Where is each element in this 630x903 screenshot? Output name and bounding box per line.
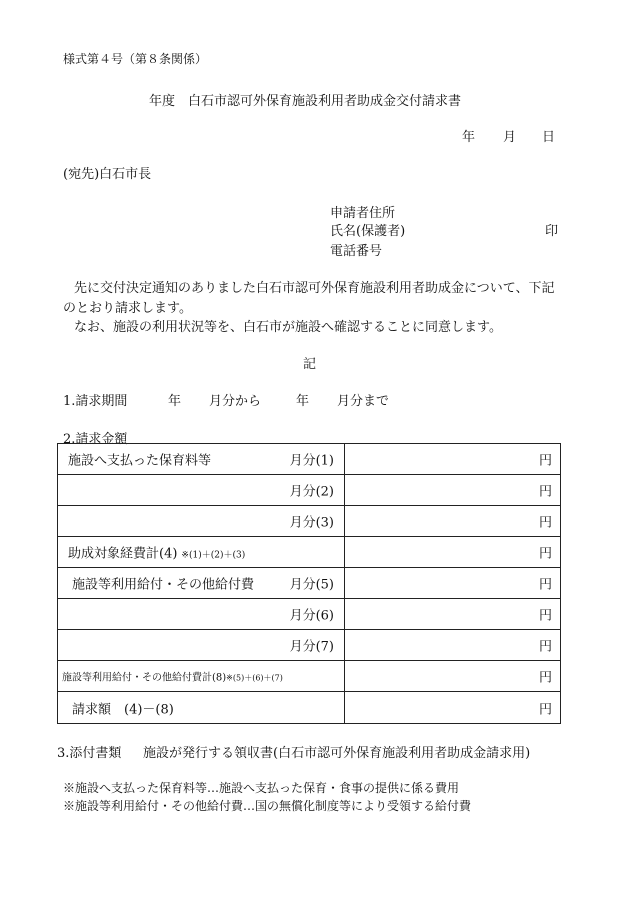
row-label-cell (58, 444, 345, 475)
row-label-cell (58, 599, 345, 630)
date-day-label: 日 (542, 130, 556, 145)
yen-unit: 円 (538, 608, 552, 624)
row-month: 月分(7) (289, 639, 334, 655)
amount-cell[interactable] (345, 537, 561, 568)
yen-unit: 円 (538, 484, 552, 500)
row-label (62, 669, 283, 684)
table-row (58, 568, 561, 599)
document-title: 年度 白石市認可外保育施設利用者助成金交付請求書 (149, 94, 462, 109)
period-month-from: 月分から (209, 394, 262, 409)
ki-mark: 記 (303, 357, 317, 372)
table-row (58, 661, 561, 692)
body-line-3: なお、施設の利用状況等を、白石市が施設へ確認することに同意します。 (74, 320, 502, 335)
yen-unit: 円 (538, 639, 552, 655)
row-formula-note: ※(1)＋(2)＋(3) (181, 550, 246, 561)
period-year-from: 年 (168, 394, 182, 409)
yen-unit: 円 (538, 702, 552, 717)
amount-cell[interactable] (345, 692, 561, 724)
row-month: 月分(6) (289, 608, 334, 624)
row-formula-note: ※(5)＋(6)＋(7) (226, 673, 283, 683)
row-month: 月分(1) (289, 453, 334, 469)
section3-value: 施設が発行する領収書(白石市認可外保育施設利用者助成金請求用) (143, 746, 531, 761)
form-number: 様式第４号（第８条関係） (63, 52, 208, 66)
table-row (58, 630, 561, 661)
yen-unit: 円 (538, 577, 552, 593)
seal-mark: 印 (545, 224, 559, 239)
section1-label: 1.請求期間 (63, 394, 128, 409)
amount-cell[interactable] (345, 475, 561, 506)
row-label (68, 543, 245, 562)
amount-cell[interactable] (345, 599, 561, 630)
body-line-2: のとおり請求します。 (63, 301, 192, 316)
footnote-1: ※施設へ支払った保育料等…施設へ支払った保育・食事の提供に係る費用 (63, 781, 460, 795)
amount-cell[interactable] (345, 630, 561, 661)
amount-cell[interactable] (345, 568, 561, 599)
row-label: 施設等利用給付・その他給付費 (72, 577, 255, 593)
applicant-phone-label: 電話番号 (330, 244, 383, 259)
table-row (58, 537, 561, 568)
table-row (58, 506, 561, 537)
row-month: 月分(3) (289, 515, 334, 531)
date-year-label: 年 (462, 130, 476, 145)
amount-cell[interactable] (345, 506, 561, 537)
row-month: 月分(2) (289, 484, 334, 500)
period-month-to: 月分まで (337, 394, 390, 409)
addressee: (宛先)白石市長 (63, 167, 152, 182)
table-row (58, 692, 561, 724)
applicant-name-label: 氏名(保護者) (330, 224, 406, 239)
row-label-cell (58, 537, 345, 568)
amount-cell[interactable] (345, 444, 561, 475)
section3-label: 3.添付書類 (57, 746, 122, 761)
row-label-text: 助成対象経費計(4) (68, 546, 178, 562)
row-label-text: 施設等利用給付・その他給付費計(8) (62, 672, 227, 684)
yen-unit: 円 (538, 546, 552, 562)
row-label: 請求額 (4)－(8) (72, 702, 174, 717)
table-row (58, 444, 561, 475)
table-row (58, 599, 561, 630)
row-label-cell (58, 475, 345, 506)
date-month-label: 月 (503, 130, 517, 145)
row-label-cell (58, 568, 345, 599)
table-row (58, 475, 561, 506)
row-label-cell (58, 692, 345, 724)
row-label: 施設へ支払った保育料等 (68, 453, 212, 469)
amount-table (57, 443, 561, 724)
row-label-cell (58, 661, 345, 692)
yen-unit: 円 (538, 453, 552, 469)
period-year-to: 年 (296, 394, 310, 409)
section2-label: 2.請求金額 (63, 432, 128, 447)
yen-unit: 円 (538, 670, 552, 686)
applicant-address-label: 申請者住所 (330, 206, 396, 221)
row-month: 月分(5) (289, 577, 334, 593)
footnote-2: ※施設等利用給付・その他給付費…国の無償化制度等により受領する給付費 (63, 799, 472, 813)
yen-unit: 円 (538, 515, 552, 531)
row-label-cell (58, 506, 345, 537)
amount-cell[interactable] (345, 661, 561, 692)
row-label-cell (58, 630, 345, 661)
body-line-1: 先に交付決定通知のありました白石市認可外保育施設利用者助成金について、下記 (74, 281, 555, 296)
